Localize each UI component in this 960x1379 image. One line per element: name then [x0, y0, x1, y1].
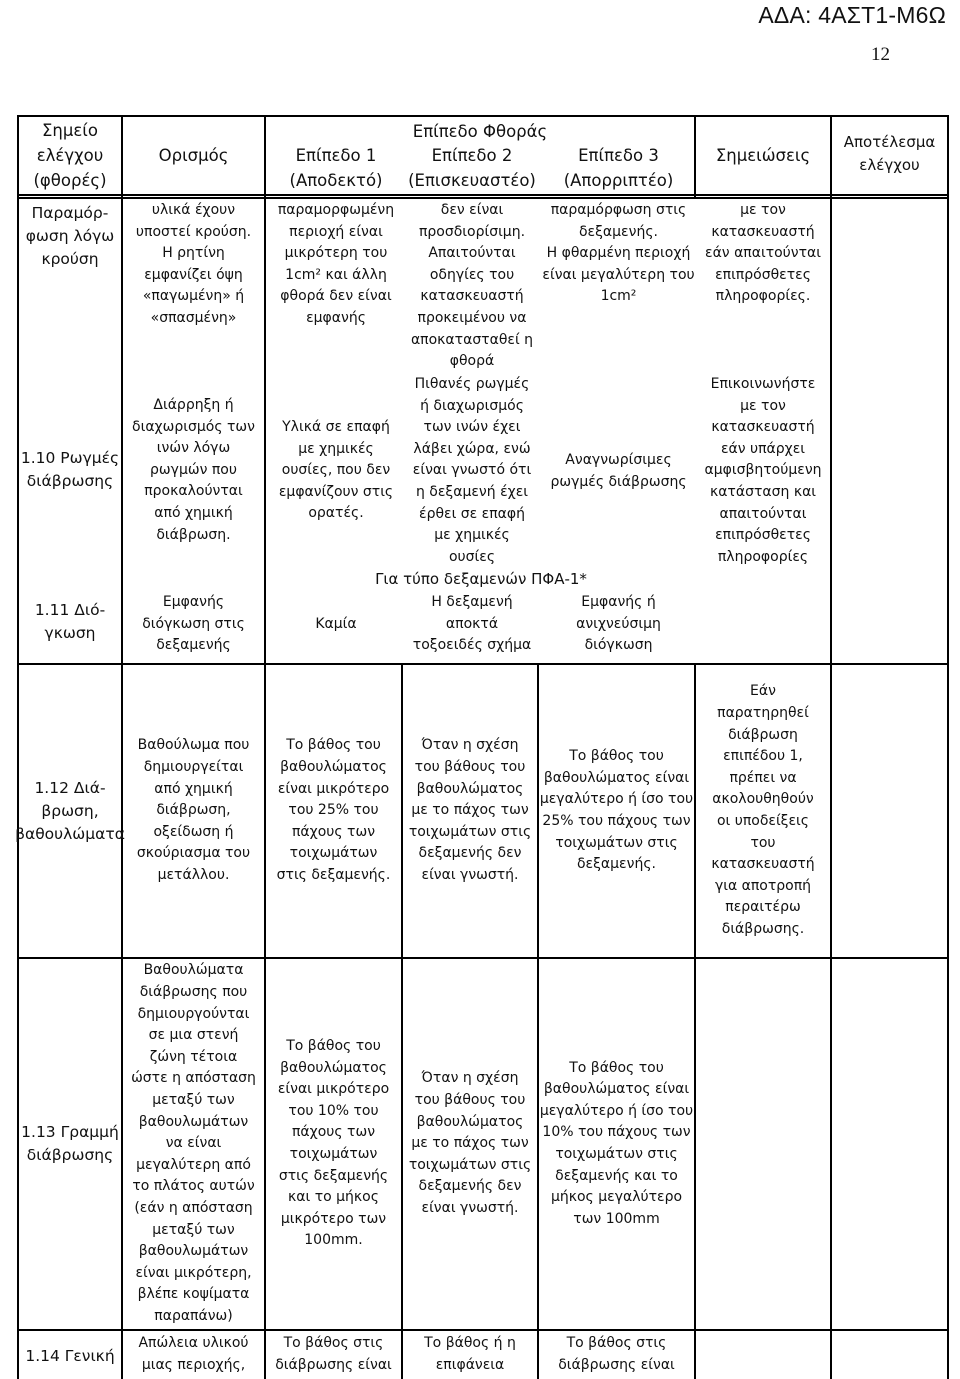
ada-code: ΑΔΑ: 4ΑΣΤ1-Μ6Ω: [758, 2, 946, 28]
text-line: Παραμόρ-: [31, 204, 109, 222]
text-line: Βαθουλώματα: [143, 962, 244, 979]
text-line: Απώλεια υλικού: [138, 1335, 249, 1351]
page-number: 12: [871, 44, 890, 65]
text-line: του βάθους του: [414, 759, 526, 776]
level3-deformation: [541, 200, 696, 308]
text-line: ακολουθηθούν: [712, 791, 814, 808]
text-line: εάν απαιτούνται: [705, 245, 821, 262]
text-line: εμφανής: [306, 309, 366, 326]
header-damage-level: [266, 119, 694, 143]
text-line: το πλάτος αυτών: [132, 1178, 255, 1195]
text-line: βαθουλώματα: [15, 824, 125, 843]
text-line: μιας περιοχής,: [141, 1356, 246, 1373]
text-line: διάβρωσης.: [721, 920, 805, 937]
text-line: διάβρωσης: [26, 1146, 114, 1164]
text-line: διάβρωση,: [156, 802, 231, 819]
text-line: στις δεξαμενής.: [276, 866, 391, 883]
text-line: βαθουλωμάτων: [138, 1113, 249, 1130]
text-line: 1.12 Διά-: [34, 778, 106, 797]
level2-deformation: [403, 200, 541, 373]
text-line: δημιουργείται: [143, 759, 244, 776]
level3-1-10: [541, 450, 696, 493]
text-line: κατασκευαστή: [711, 856, 815, 873]
text-line: κατασκευαστή: [420, 288, 524, 305]
text-line: γκωση: [44, 624, 96, 642]
text-line: μικρότερο των: [280, 1210, 387, 1227]
text-line: μεταξύ των: [152, 1221, 235, 1238]
text-line: με το πάχος των: [411, 802, 529, 819]
text-line: Το βάθος ή η: [424, 1335, 516, 1351]
text-line: τοιχωμάτων: [289, 1146, 378, 1162]
text-line: βαθουλώματος: [280, 759, 387, 776]
pfa-type-note: [266, 568, 696, 592]
text-line: πάχους των: [291, 1124, 376, 1141]
pfa-type-note-text: Για τύπο δεξαμενών ΠΦΑ-1*: [375, 570, 587, 589]
text-line: έρθει σε επαφή: [419, 505, 525, 522]
text-line: μετάλλου.: [157, 866, 230, 883]
text-line: φθορά δεν είναι: [280, 288, 392, 305]
header-damage-level-label: Επίπεδο Φθοράς: [412, 122, 548, 141]
text-line: τοιχωμάτων: [289, 845, 378, 862]
text-line: 100mm.: [304, 1232, 363, 1249]
header-notes-label: Σημειώσεις: [715, 146, 811, 165]
text-line: του βάθους του: [414, 1092, 526, 1109]
text-line: αποκατασταθεί η: [410, 331, 534, 348]
level1-deformation: [266, 200, 406, 330]
text-line: με τον: [740, 202, 786, 218]
text-line: βλέπε κοψίματα: [137, 1286, 250, 1303]
definition-1-10: [123, 395, 264, 546]
text-line: πληροφορίες: [717, 548, 809, 565]
text-line: υλικά έχουν: [151, 202, 236, 218]
level1-1-14: [266, 1333, 401, 1376]
text-line: Εμφανής ή: [581, 594, 656, 610]
text-line: Όταν η σχέση: [421, 737, 519, 754]
text-line: απαιτούνται: [719, 505, 807, 522]
text-line: διάβρωσης: [26, 472, 114, 490]
text-line: πρέπει να: [729, 769, 797, 786]
text-line: Διάρρηξη ή: [153, 397, 234, 413]
level2-1-14: [403, 1333, 537, 1376]
text-line: διάβρωσης είναι: [275, 1356, 392, 1373]
text-line: Υλικά σε επαφή: [282, 419, 390, 435]
text-line: βαθουλώματος είναι: [543, 769, 690, 786]
text-line: τοιχωμάτων στις: [408, 823, 532, 840]
text-line: τοιχωμάτων στις: [408, 1156, 532, 1173]
text-line: 1cm² και άλλη: [285, 266, 387, 283]
text-line: Απαιτούνται: [428, 245, 516, 262]
text-line: οι υποδείξεις: [716, 813, 810, 829]
text-line: προσδιορίσιμη.: [418, 223, 526, 240]
text-line: εάν υπάρχει: [720, 440, 806, 457]
text-line: Εμφανής: [162, 594, 225, 610]
header-level2-line: (Επισκευαστέο): [408, 171, 536, 190]
text-line: μικρότερη του: [284, 245, 388, 262]
text-line: είναι γνωστή.: [421, 866, 519, 883]
header-level3-line: (Απορριπτέο): [563, 171, 674, 190]
text-line: 1.10 Ρωγμές: [20, 449, 120, 467]
text-line: Πιθανές ρωγμές: [414, 376, 530, 392]
text-line: Αναγνωρίσιμες: [565, 452, 672, 468]
notes-deformation: [696, 200, 830, 308]
text-line: διάβρωση: [728, 726, 798, 743]
text-line: ουσίες, που δεν: [281, 462, 391, 479]
text-line: 1cm²: [600, 288, 637, 305]
text-line: βαθουλωμάτων: [138, 1243, 249, 1260]
text-line: επιπρόσθετες: [715, 266, 811, 283]
level3-1-13: [539, 959, 694, 1329]
header-level2-line: Επίπεδο 2: [431, 146, 513, 165]
text-line: βαθουλώματος είναι: [543, 1081, 690, 1098]
text-line: προκειμένου να: [417, 309, 527, 326]
text-line: διόγκωση στις: [142, 615, 245, 632]
text-line: επιφάνεια: [435, 1356, 505, 1373]
level3-1-11: [541, 592, 696, 657]
text-line: 1.13 Γραμμή: [21, 1123, 119, 1141]
text-line: περιοχή είναι: [289, 223, 383, 240]
header-level3-line: Επίπεδο 3: [578, 146, 659, 165]
header-result-line: ελέγχου: [859, 156, 920, 174]
rule-v-notes-right: [830, 115, 832, 1379]
text-line: για αποτροπή: [714, 877, 812, 894]
header-result: [832, 117, 947, 194]
text-line: τοξοειδές σχήμα: [412, 637, 532, 654]
text-line: δεξαμενής και το: [555, 1167, 678, 1184]
text-line: πάχους των: [291, 823, 376, 840]
text-line: Η ρητίνη: [162, 245, 225, 262]
header-point-line: ελέγχου: [36, 146, 104, 165]
text-line: βαθουλώματος: [280, 1059, 387, 1076]
point-deformation: [19, 202, 121, 271]
definition-1-14: [123, 1333, 264, 1376]
text-line: περαιτέρω: [725, 899, 801, 916]
text-line: οξείδωση ή: [153, 823, 234, 840]
text-line: Το βάθος στις: [566, 1335, 667, 1351]
text-line: δεξαμενής.: [578, 223, 658, 240]
notes-1-10: [696, 374, 830, 568]
text-line: του 25% του: [288, 802, 379, 819]
rule-header-bottom-2: [17, 197, 949, 199]
level1-1-13: [266, 959, 401, 1329]
level2-1-13: [403, 959, 537, 1329]
text-line: βαθουλώματος: [416, 1113, 524, 1130]
text-line: εμφανίζει όψη: [144, 266, 243, 283]
text-line: Επικοινωνήστε: [710, 376, 816, 392]
text-line: παραπάνω): [154, 1307, 233, 1324]
definition-1-12: [123, 665, 264, 957]
text-line: με τον: [740, 397, 786, 414]
text-line: Εάν: [750, 683, 776, 700]
text-line: δεξαμενής δεν: [418, 1178, 522, 1195]
text-line: επιπέδου 1,: [723, 748, 803, 765]
definition-1-13: [123, 959, 264, 1329]
text-line: η δεξαμενή έχει: [415, 483, 529, 500]
text-line: ανιχνεύσιμη: [576, 615, 661, 632]
text-line: προκαλούνται: [144, 483, 243, 500]
inspection-table: [17, 115, 949, 1379]
text-line: Καμία: [315, 616, 357, 632]
text-line: του: [750, 834, 776, 851]
header-result-line: Αποτέλεσμα: [843, 133, 936, 151]
point-1-14: [19, 1345, 121, 1368]
text-line: του 10% του: [288, 1102, 379, 1119]
text-line: των ινών έχει: [423, 419, 521, 436]
text-line: είναι γνωστή.: [421, 1199, 519, 1216]
text-line: φωση λόγω: [25, 227, 115, 245]
definition-1-11: [123, 592, 264, 657]
rule-row-1-13: [17, 1329, 949, 1331]
text-line: και το μήκος: [288, 1189, 379, 1206]
text-line: υποστεί κρούση.: [135, 223, 252, 240]
text-line: 10% του πάχους των: [542, 1124, 691, 1141]
text-line: πληροφορίες.: [715, 288, 811, 305]
text-line: ρωγμές διάβρωσης: [550, 473, 687, 490]
text-line: διάβρωση.: [156, 526, 231, 543]
text-line: παρατηρηθεί: [717, 705, 809, 722]
text-line: δεξαμενής.: [576, 856, 656, 873]
text-line: μεταξύ των: [152, 1092, 235, 1109]
text-line: Η δεξαμενή: [431, 594, 513, 610]
text-line: μεγαλύτερο ή ίσο του: [539, 1102, 694, 1119]
level1-1-11: [266, 614, 406, 636]
text-line: Το βάθος του: [569, 748, 664, 765]
text-line: με χημικές: [298, 440, 374, 457]
text-line: διάβρωσης είναι: [558, 1356, 675, 1373]
text-line: κατασκευαστή: [711, 419, 815, 436]
text-line: σε μια στενή: [148, 1027, 239, 1044]
header-notes: [696, 117, 830, 194]
point-1-11: [19, 597, 121, 647]
header-point-line: (φθορές): [33, 171, 107, 190]
level2-1-10: [403, 374, 541, 568]
text-line: ινών λόγω: [156, 440, 231, 457]
rule-header-bottom: [17, 194, 949, 196]
level2-1-11: [403, 592, 541, 657]
text-line: φθορά: [449, 353, 495, 370]
text-line: κατασκευαστή: [711, 223, 815, 240]
text-line: βαθουλώματος: [416, 780, 524, 797]
text-line: διαχωρισμός των: [132, 418, 255, 435]
text-line: δεν είναι: [440, 202, 504, 218]
text-line: παραμορφωμένη: [277, 202, 395, 218]
text-line: βρωση,: [41, 801, 99, 820]
text-line: μήκος μεγαλύτερο: [550, 1189, 683, 1206]
text-line: κατάσταση και: [709, 483, 817, 500]
header-level1-line: (Αποδεκτό): [289, 171, 383, 190]
text-line: Όταν η σχέση: [421, 1070, 519, 1087]
text-line: τοιχωμάτων στις: [555, 1146, 678, 1162]
text-line: κρούση: [41, 250, 99, 268]
text-line: μεγαλύτερο ή ίσο του: [539, 791, 694, 808]
text-line: Το βάθος του: [569, 1059, 664, 1076]
text-line: δεξαμενής: [156, 637, 231, 654]
header-definition-label: Ορισμός: [158, 146, 229, 165]
text-line: ορατές.: [308, 505, 364, 522]
text-line: να είναι: [165, 1135, 222, 1152]
text-line: είναι μικρότερη,: [135, 1264, 252, 1281]
header-definition: [123, 117, 264, 194]
text-line: ουσίες: [448, 548, 496, 565]
header-point-line: Σημείο: [42, 121, 98, 140]
text-line: (εάν η απόσταση: [134, 1199, 253, 1216]
level1-1-10: [266, 417, 406, 525]
text-line: τοιχωμάτων στις: [555, 834, 678, 851]
text-line: είναι μικρότερο: [277, 780, 390, 797]
text-line: «σπασμένη»: [150, 309, 237, 326]
text-line: με χημικές: [434, 527, 510, 544]
text-line: αμφισβητούμενη: [704, 462, 822, 479]
text-line: από χημική: [154, 504, 233, 521]
text-line: ή διαχωρισμός: [420, 397, 524, 414]
text-line: επιπρόσθετες: [715, 527, 811, 544]
text-line: ζώνη τέτοια: [149, 1048, 238, 1065]
text-line: 1.14 Γενική: [25, 1347, 115, 1365]
text-line: παραμόρφωση στις: [550, 202, 687, 218]
level3-1-14: [539, 1333, 694, 1376]
text-line: δεξαμενής δεν: [418, 845, 522, 862]
header-level1: [266, 143, 406, 193]
text-line: σκούριασμα του: [136, 845, 251, 862]
text-line: αποκτά: [445, 615, 499, 632]
text-line: δημιουργούνται: [137, 1005, 250, 1022]
text-line: στις δεξαμενής: [278, 1167, 389, 1184]
header-level3: [541, 143, 696, 193]
text-line: είναι γνωστό ότι: [412, 462, 532, 479]
level3-1-12: [539, 665, 694, 957]
text-line: ώστε η απόσταση: [131, 1070, 256, 1087]
text-line: Το βάθος στις: [283, 1335, 384, 1351]
header-level2: [403, 143, 541, 193]
text-line: είναι μεγαλύτερη του: [542, 266, 695, 283]
rule-v-right: [947, 115, 949, 1379]
text-line: Το βάθος του: [286, 737, 381, 754]
level2-1-12: [403, 665, 537, 957]
point-1-10: [19, 440, 121, 500]
text-line: «παγωμένη» ή: [142, 288, 245, 305]
text-line: μεγαλύτερη από: [136, 1156, 251, 1173]
text-line: Η φθαρμένη περιοχή: [546, 245, 691, 262]
text-line: διάβρωσης που: [139, 984, 248, 1001]
text-line: διόγκωση: [584, 637, 653, 654]
point-1-12: [15, 665, 125, 957]
notes-1-12: [696, 665, 830, 957]
point-1-13: [19, 959, 121, 1329]
text-line: είναι μικρότερο: [277, 1081, 390, 1098]
text-line: των 100mm: [573, 1210, 660, 1227]
text-line: εμφανίζουν στις: [278, 483, 394, 500]
text-line: 1.11 Διό-: [34, 601, 106, 619]
text-line: λάβει χώρα, ενώ: [413, 440, 531, 457]
definition-deformation: [123, 200, 264, 330]
text-line: ρωγμών που: [150, 461, 237, 478]
header-point: [19, 117, 121, 194]
level1-1-12: [266, 665, 401, 957]
text-line: με το πάχος των: [411, 1135, 529, 1152]
text-line: Το βάθος του: [286, 1038, 381, 1055]
text-line: Βαθούλωμα που: [137, 737, 250, 754]
header-level1-line: Επίπεδο 1: [295, 146, 377, 165]
text-line: 25% του πάχους των: [542, 813, 691, 829]
text-line: από χημική: [154, 780, 233, 797]
text-line: οδηγίες του: [429, 266, 515, 283]
